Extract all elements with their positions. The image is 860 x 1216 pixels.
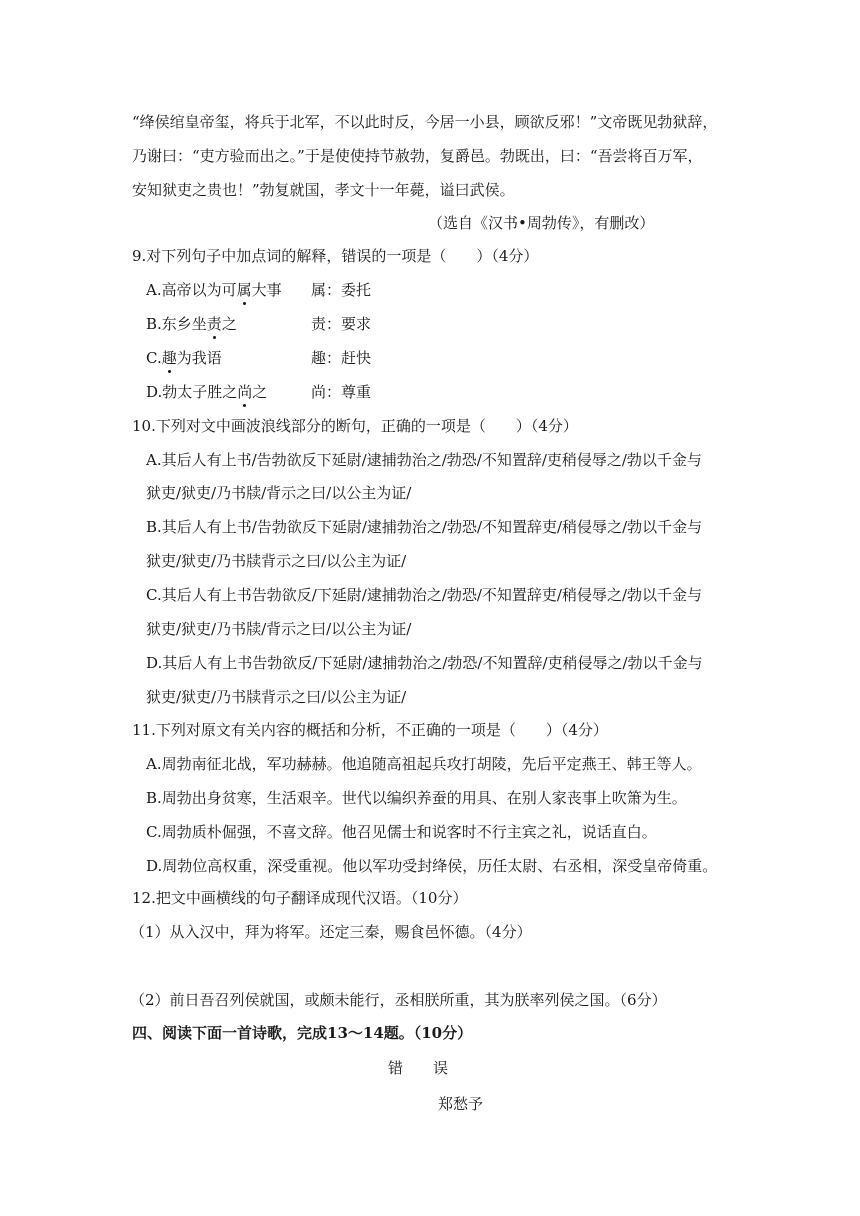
emphasis-dot-word: 属 [236, 281, 252, 299]
question-11-option-d: D.周勃位高权重，深受重视。他以军功受封绛侯，历任太尉、右丞相，深受皇帝倚重。 [146, 857, 718, 875]
question-12-item-2: （2）前日吾召列侯就国，或颇未能行，丞相朕所重，其为朕率列侯之国。（6分） [130, 991, 667, 1009]
question-10-option-b-cont: 狱吏/狱吏/乃书牍背示之曰/以公主为证/ [146, 552, 407, 570]
question-10-option-a-cont: 狱吏/狱吏/乃书牍/背示之曰/以公主为证/ [146, 484, 412, 502]
question-10-option-d-cont: 狱吏/狱吏/乃书牍背示之曰/以公主为证/ [146, 688, 407, 706]
section-4-heading: 四、阅读下面一首诗歌，完成13～14题。（10分） [132, 1024, 473, 1042]
question-10-option-c: C.其后人有上书告勃欲反/下延尉/逮捕勃治之/勃恐/不知置辞吏/稍侵辱之/勃以千金与 [146, 586, 703, 604]
question-10-option-c-cont: 狱吏/狱吏/乃书牍/背示之曰/以公主为证/ [146, 620, 412, 638]
emphasis-dot-word: 责 [206, 315, 222, 333]
passage-line: “绛侯绾皇帝玺，将兵于北军，不以此时反，今居一小县，顾欲反邪！”文帝既见勃狱辞， [132, 113, 718, 131]
question-11-option-c: C.周勃质朴倔强，不喜文辞。他召见儒士和说客时不行主宾之礼，说话直白。 [146, 823, 657, 841]
question-12-item-1: （1）从入汉中，拜为将军。还定三秦，赐食邑怀德。（4分） [130, 923, 532, 941]
passage-source: （选自《汉书•周勃传》，有删改） [428, 214, 655, 232]
question-9-option-c: C.趣为我语 趣：赶快 [146, 349, 372, 367]
poem-title: 错 误 [388, 1059, 449, 1077]
question-10-option-d: D.其后人有上书告勃欲反/下延尉/逮捕勃治之/勃恐/不知置辞/吏稍侵辱之/勃以千金与 [146, 654, 703, 672]
question-9-stem: 9.对下列句子中加点词的解释，错误的一项是（ ）（4分） [132, 247, 539, 265]
question-11-option-b: B.周勃出身贫寒，生活艰辛。世代以编织养蚕的用具、在别人家丧事上吹箫为生。 [146, 789, 687, 807]
passage-line: 乃谢曰：“吏方验而出之。”于是使使持节赦勃，复爵邑。勃既出，曰：“吾尝将百万军， [132, 147, 703, 165]
question-11-stem: 11.下列对原文有关内容的概括和分析，不正确的一项是（ ）（4分） [132, 721, 608, 739]
question-12-stem: 12.把文中画横线的句子翻译成现代汉语。（10分） [132, 889, 468, 907]
question-10-stem: 10.下列对文中画波浪线部分的断句，正确的一项是（ ）（4分） [132, 417, 578, 435]
question-9-option-b: B.东乡坐责之 责：要求 [146, 315, 372, 333]
question-9-option-d: D.勃太子胜之尚之 尚：尊重 [146, 383, 372, 401]
passage-line: 安知狱吏之贵也！”勃复就国，孝文十一年薨，谥曰武侯。 [132, 181, 515, 199]
option-gloss: 责：要求 [311, 315, 372, 333]
question-9-option-a: A.高帝以为可属大事 属：委托 [146, 281, 372, 299]
question-10-option-b: B.其后人有上书/告勃欲反下延尉/逮捕勃治之/勃恐/不知置辞吏/稍侵辱之/勃以千金与 [146, 518, 703, 536]
emphasis-dot-word: 尚 [237, 383, 253, 401]
poem-author: 郑愁予 [438, 1095, 484, 1113]
option-gloss: 尚：尊重 [311, 383, 372, 401]
emphasis-dot-word: 趣 [161, 349, 177, 367]
option-gloss: 趣：赶快 [311, 349, 372, 367]
question-10-option-a: A.其后人有上书/告勃欲反下延尉/逮捕勃治之/勃恐/不知置辞/吏稍侵辱之/勃以千金与 [146, 451, 702, 469]
option-gloss: 属：委托 [311, 281, 372, 299]
question-11-option-a: A.周勃南征北战，军功赫赫。他追随高祖起兵攻打胡陵，先后平定燕王、韩王等人。 [146, 755, 702, 773]
